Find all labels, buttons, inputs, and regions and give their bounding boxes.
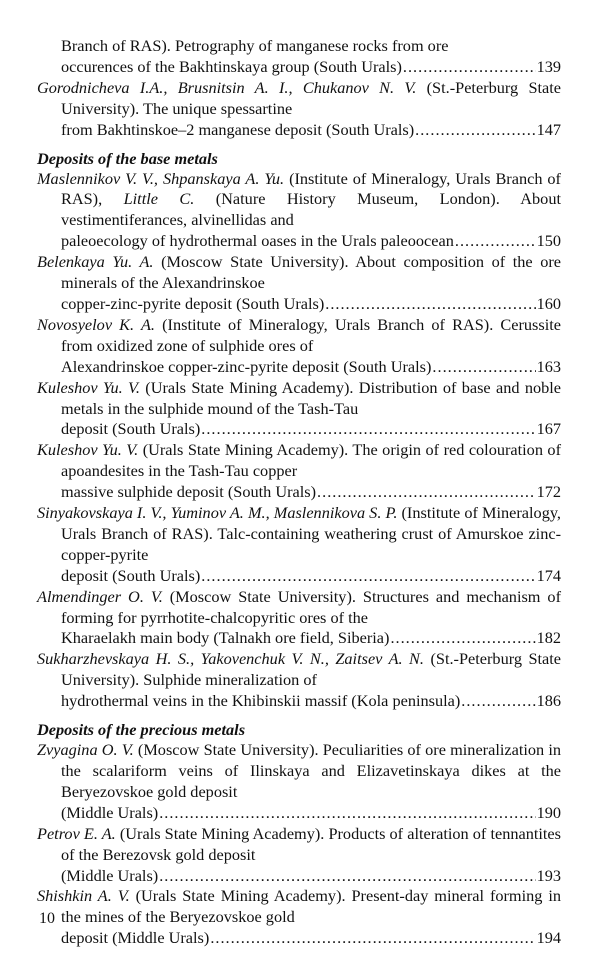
entry-text: (Institute of Mineralogy, Urals Branch of RAS), xyxy=(61,168,561,209)
toc-entry xyxy=(37,169,561,253)
entry-last-text: from Bakhtinskoe–2 manganese deposit (South Urals) xyxy=(61,119,415,139)
entry-last-text: (Middle Urals) xyxy=(61,802,159,822)
entry-text: (Urals State Mining Academy). The origin of red colouration of apoandesites in the Tash-Tau copper xyxy=(61,440,561,481)
entry-authors: Petrov E. A. xyxy=(37,823,116,843)
entry-authors: Little C. xyxy=(123,189,195,209)
entry-text: (Institute of Mineralogy, Urals Branch of RAS). Talc-containing weathering crust of Amurskoe zinc-copper-pyrite xyxy=(61,503,561,564)
toc-entry xyxy=(37,649,561,712)
dot-leader xyxy=(432,357,535,378)
entry-last-line xyxy=(61,566,561,587)
entry-authors: Kuleshov Yu. V. xyxy=(37,377,140,397)
entry-text: (Nature History Museum, London). About vestimentiferances, alvinellidas and xyxy=(61,189,561,230)
entry-last-text: deposit (South Urals) xyxy=(61,565,201,585)
entry-text: (Moscow State University). About composition of the ore minerals of the Alexandrinskoe xyxy=(61,252,561,293)
page-number: 167 xyxy=(536,419,561,439)
toc-entry xyxy=(37,503,561,587)
page-number: 186 xyxy=(536,691,561,711)
entry-last-line xyxy=(61,482,561,503)
entry-authors: Shishkin A. V. xyxy=(37,886,130,906)
dot-leader xyxy=(159,803,535,824)
dot-leader xyxy=(390,628,535,649)
entry-authors: Sukharzhevskaya H. S., Yakovenchuk V. N., Zaitsev A. N. xyxy=(37,649,424,669)
toc-entry xyxy=(37,315,561,378)
dot-leader xyxy=(415,120,535,141)
toc-entry xyxy=(37,78,561,141)
entry-last-text: massive sulphide deposit (South Urals) xyxy=(61,482,317,502)
entry-text: (Urals State Mining Academy). Present-day mineral forming in the mines of the Beryezovskoe gold xyxy=(61,886,561,927)
dot-leader xyxy=(159,866,535,887)
page-number: 163 xyxy=(536,356,561,376)
page-number: 194 xyxy=(536,928,561,948)
entry-authors: Almendinger O. V. xyxy=(37,586,163,606)
page-number: 193 xyxy=(536,865,561,885)
entry-last-text: deposit (Middle Urals) xyxy=(61,928,210,948)
page-number: 150 xyxy=(536,231,561,251)
page-number: 172 xyxy=(536,482,561,502)
entry-authors: Kuleshov Yu. V. xyxy=(37,440,139,460)
dot-leader xyxy=(201,419,535,440)
entry-authors: Sinyakovskaya I. V., Yuminov A. M., Maslennikova S. P. xyxy=(37,503,398,523)
toc-entry xyxy=(37,886,561,949)
entry-last-text: Kharaelakh main body (Talnakh ore field, Siberia) xyxy=(61,628,390,648)
entry-last-line xyxy=(61,628,561,649)
toc-entry xyxy=(37,378,561,441)
entry-authors: Novosyelov K. A. xyxy=(37,314,155,334)
entry-last-line xyxy=(61,419,561,440)
entry-last-line xyxy=(61,691,561,712)
entry-text: (Urals State Mining Academy). Products of alteration of tennantites of the Berezovsk gold deposit xyxy=(61,823,561,864)
toc-entry xyxy=(37,252,561,315)
entry-text: (Moscow State University). Peculiarities of ore mineralization in the scalariform veins of Ilinskaya and Elizavetinskaya dikes at the Beryezovskoe gold deposit xyxy=(61,740,561,801)
entry-last-text: paleoecology of hydrothermal oases in the Urals paleoocean xyxy=(61,231,454,251)
dot-leader xyxy=(210,928,535,949)
entry-authors: Belenkaya Yu. A. xyxy=(37,252,154,272)
entry-last-text: deposit (South Urals) xyxy=(61,419,201,439)
entry-last-line xyxy=(61,57,561,78)
dot-leader xyxy=(325,294,535,315)
entry-last-text: hydrothermal veins in the Khibinskii massif (Kola peninsula) xyxy=(61,691,461,711)
entry-text: (Institute of Mineralogy, Urals Branch of RAS). Cerussite from oxidized zone of sulphide ores of xyxy=(61,314,561,355)
section-heading: Deposits of the precious metals xyxy=(37,720,246,740)
entry-text: (St.-Peterburg State University). The unique spessartine xyxy=(61,77,561,118)
entry-text: (Urals State Mining Academy). Distribution of base and noble metals in the sulphide mound of the Tash-Tau xyxy=(61,377,562,418)
entry-last-text: Alexandrinskoe copper-zinc-pyrite deposit (South Urals) xyxy=(61,356,432,376)
entry-last-text: (Middle Urals) xyxy=(61,865,159,885)
section-heading: Deposits of the base metals xyxy=(37,148,218,168)
entry-last-line xyxy=(61,231,561,252)
toc-entry-continued xyxy=(37,36,561,78)
entry-authors: Gorodnicheva I.A., Brusnitsin A. I., Chukanov N. V. xyxy=(37,77,417,97)
entry-text: (St.-Peterburg State University). Sulphide mineralization of xyxy=(61,649,562,690)
entry-last-line xyxy=(61,866,561,887)
page-number: 160 xyxy=(536,293,561,313)
page-number: 147 xyxy=(536,119,561,139)
page-number: 190 xyxy=(536,802,561,822)
page-number: 139 xyxy=(536,56,561,76)
folio-page-number: 10 xyxy=(39,910,55,927)
entry-last-text: copper-zinc-pyrite deposit (South Urals) xyxy=(61,293,325,313)
dot-leader xyxy=(461,691,535,712)
toc-entry xyxy=(37,587,561,650)
entry-last-text: occurences of the Bakhtinskaya group (South Urals) xyxy=(61,56,402,76)
entry-last-line xyxy=(61,120,561,141)
dot-leader xyxy=(201,566,535,587)
entry-authors: Zvyagina O. V. xyxy=(37,740,134,760)
entry-text: Branch of RAS). Petrography of manganese rocks from ore xyxy=(61,36,449,55)
entry-authors: Maslennikov V. V., Shpanskaya A. Yu. xyxy=(37,168,285,188)
entry-text: (Moscow State University). Structures and mechanism of forming for pyrrhotite-chalcopyritic ores of the xyxy=(61,586,561,627)
toc-entry xyxy=(37,824,561,887)
entry-last-line xyxy=(61,803,561,824)
dot-leader xyxy=(455,231,536,252)
entry-last-line xyxy=(61,928,561,949)
dot-leader xyxy=(403,57,536,78)
dot-leader xyxy=(317,482,536,503)
entry-last-line xyxy=(61,294,561,315)
entry-last-line xyxy=(61,357,561,378)
toc-entry xyxy=(37,740,561,824)
toc-entry xyxy=(37,440,561,503)
page-number: 174 xyxy=(536,565,561,585)
page-number: 182 xyxy=(536,628,561,648)
contents-list xyxy=(37,36,561,949)
